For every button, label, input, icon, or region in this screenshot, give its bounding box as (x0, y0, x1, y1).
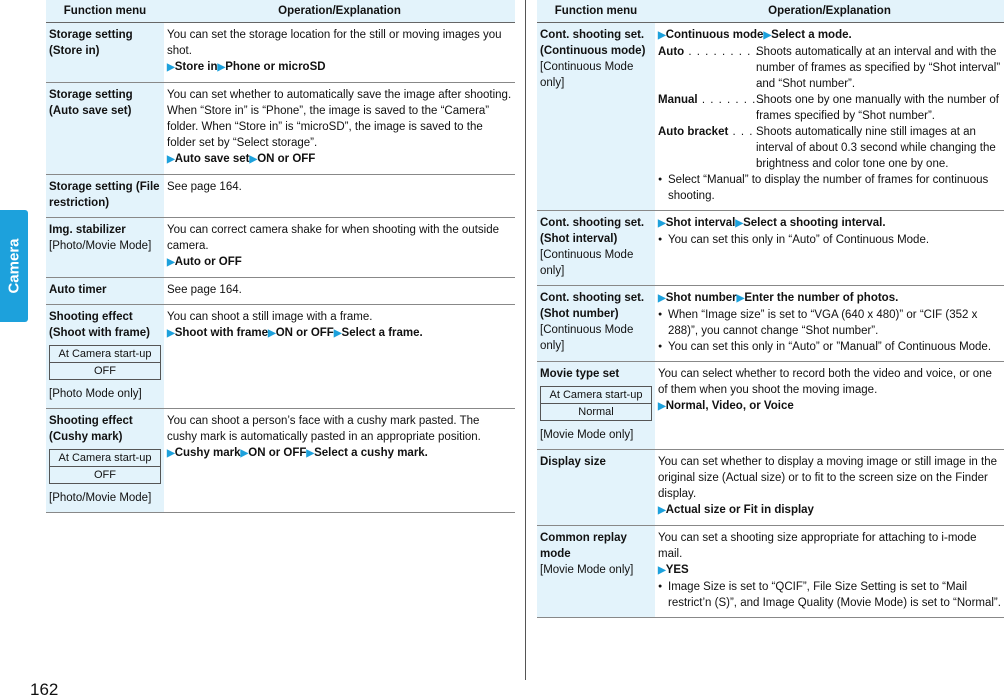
operation-cell (655, 526, 1004, 618)
step-arrow-icon: ▶ (267, 328, 276, 339)
step-arrow-icon: ▶ (735, 218, 744, 229)
table-row (46, 175, 515, 218)
function-cell (537, 450, 655, 526)
leader-dots: . . . (728, 126, 754, 138)
function-cell (46, 175, 164, 218)
startup-value: OFF (94, 469, 116, 481)
function-name: Common replay mode (540, 532, 627, 560)
explanation-text: See page 164. (167, 284, 242, 296)
step-arrow-icon: ▶ (736, 293, 745, 304)
operation-step: Select a cushy mark. (314, 447, 428, 459)
mode-note: [Photo Mode only] (49, 388, 142, 400)
mode-note: [Continuous Mode only] (540, 61, 634, 89)
operation-steps (658, 290, 1001, 307)
step-arrow-icon: ▶ (658, 218, 666, 229)
operation-steps (658, 398, 1001, 415)
step-arrow-icon: ▶ (167, 62, 175, 73)
definition-value: Shoots one by one manually with the number of frames specified by “Shot number”. (756, 94, 999, 122)
header-function-menu: Function menu (537, 0, 655, 23)
operation-cell (164, 278, 515, 305)
operation-steps (167, 254, 512, 271)
definition-key-label: Manual (658, 94, 698, 106)
table-row (46, 305, 515, 409)
function-name: Cont. shooting set. (Shot interval) (540, 217, 645, 245)
side-tab-label: Camera (5, 238, 23, 294)
operation-cell (164, 175, 515, 218)
definition-value: Shoots automatically at an interval and with the number of frames as specified by “Shot interval” and “Shot number”. (756, 46, 1001, 90)
mode-note: [Continuous Mode only] (540, 249, 634, 277)
operation-step: Normal, Video, or Voice (665, 400, 794, 412)
bullet-note: ● When “Image size” is set to “VGA (640 x 480)” or “CIF (352 x 288)”, you cannot change “Shot number”. (658, 307, 1001, 339)
step-arrow-icon: ▶ (167, 154, 175, 165)
operation-cell (655, 450, 1004, 526)
column-divider (525, 0, 526, 680)
definition-key (658, 124, 756, 172)
startup-default-box (49, 449, 161, 484)
table-row (46, 83, 515, 175)
step-arrow-icon: ▶ (333, 328, 342, 339)
explanation-text: You can set whether to display a moving image or still image in the original size (Actual size) or to fit to the screen size on the Finder display. (658, 456, 998, 500)
operation-cell (164, 218, 515, 278)
operation-step: Continuous mode (665, 29, 764, 41)
function-cell (46, 409, 164, 513)
table-row (537, 23, 1004, 211)
operation-steps (167, 59, 512, 76)
operation-steps (658, 502, 1001, 519)
step-arrow-icon: ▶ (167, 328, 175, 339)
table-row (46, 23, 515, 83)
operation-steps (658, 562, 1001, 579)
leader-dots: . . . . . . . . (697, 94, 765, 106)
explanation-text: You can shoot a still image with a frame. (167, 311, 373, 323)
step-arrow-icon: ▶ (306, 448, 315, 459)
table-row (537, 286, 1004, 362)
operation-step: Shot number (665, 292, 737, 304)
function-name: Storage setting (Auto save set) (49, 89, 133, 117)
function-cell (537, 526, 655, 618)
function-name: Display size (540, 456, 606, 468)
operation-step: Store in (174, 61, 218, 73)
explanation-text: You can set a shooting size appropriate for attaching to i-mode mail. (658, 532, 977, 560)
function-name: Shooting effect (Cushy mark) (49, 415, 133, 443)
operation-cell (164, 409, 515, 513)
startup-value: OFF (94, 365, 116, 377)
table-row (537, 526, 1004, 618)
mode-note: [Movie Mode only] (540, 429, 634, 441)
startup-label: At Camera start-up (541, 387, 651, 404)
function-cell (537, 362, 655, 450)
operation-step: Phone or microSD (225, 61, 326, 73)
step-arrow-icon: ▶ (658, 505, 666, 516)
bullet-note: ● Select “Manual” to display the number of frames for continuous shooting. (658, 172, 1001, 204)
explanation-text: See page 164. (167, 181, 242, 193)
side-tab (0, 210, 28, 322)
startup-value: Normal (578, 406, 614, 418)
operation-steps (658, 215, 1001, 232)
bullet-note: ● Image Size is set to “QCIF”, File Size Setting is set to “Mail restrict’n (S)”, and Image Quality (Movie Mode) is set to “Normal”. (658, 579, 1001, 611)
step-arrow-icon: ▶ (658, 30, 666, 41)
operation-step: YES (665, 564, 689, 576)
operation-step: Shoot with frame (174, 327, 268, 339)
definition-item (658, 92, 1001, 124)
function-cell (46, 305, 164, 409)
operation-steps (167, 325, 512, 342)
operation-step: ON or OFF (248, 447, 307, 459)
operation-step: Shot interval (665, 217, 736, 229)
function-cell (46, 218, 164, 278)
operation-cell (655, 211, 1004, 286)
operation-cell (164, 23, 515, 83)
function-name: Cont. shooting set. (Continuous mode) (540, 29, 646, 57)
table-row (537, 362, 1004, 450)
step-arrow-icon: ▶ (249, 154, 258, 165)
operation-step: Select a frame. (341, 327, 423, 339)
definition-key (658, 44, 769, 92)
header-operation: Operation/Explanation (655, 0, 1004, 23)
operation-step: Enter the number of photos. (744, 292, 899, 304)
function-cell (46, 23, 164, 83)
function-name: Shooting effect (Shoot with frame) (49, 311, 150, 339)
table-row (46, 218, 515, 278)
table-row (537, 450, 1004, 526)
operation-cell (164, 83, 515, 175)
operation-step: ON or OFF (257, 153, 316, 165)
mode-note: [Movie Mode only] (540, 564, 634, 576)
function-cell (537, 23, 655, 211)
definition-item (658, 44, 1001, 92)
operation-steps (658, 27, 1001, 44)
step-arrow-icon: ▶ (763, 30, 772, 41)
table-row (537, 211, 1004, 286)
function-cell (537, 211, 655, 286)
startup-default-box (540, 386, 652, 421)
right-function-table (537, 0, 1004, 618)
function-name: Auto timer (49, 284, 107, 296)
left-function-table (46, 0, 515, 513)
function-cell (537, 286, 655, 362)
table-row (46, 278, 515, 305)
operation-cell (655, 362, 1004, 450)
operation-steps (167, 445, 512, 462)
function-name: Img. stabilizer (49, 224, 126, 236)
operation-step: Cushy mark (174, 447, 241, 459)
function-cell (46, 278, 164, 305)
definition-key-label: Auto bracket (658, 126, 729, 138)
operation-cell (655, 286, 1004, 362)
startup-label: At Camera start-up (50, 346, 160, 363)
explanation-text: You can correct camera shake for when shooting with the outside camera. (167, 224, 499, 252)
operation-cell (164, 305, 515, 409)
operation-step: Auto save set (174, 153, 250, 165)
operation-step: Actual size or Fit in display (665, 504, 814, 516)
page-number: 162 (30, 680, 59, 699)
startup-label: At Camera start-up (50, 450, 160, 467)
step-arrow-icon: ▶ (658, 401, 666, 412)
step-arrow-icon: ▶ (167, 257, 175, 268)
explanation-text: You can set the storage location for the still or moving images you shot. (167, 29, 502, 57)
step-arrow-icon: ▶ (658, 293, 666, 304)
function-name: Movie type set (540, 368, 620, 380)
explanation-text: You can select whether to record both the video and voice, or one of them when you shoot the moving image. (658, 368, 992, 396)
mode-note: [Continuous Mode only] (540, 324, 634, 352)
startup-default-box (49, 345, 161, 380)
function-name: Storage setting (File restriction) (49, 181, 160, 209)
definition-item (658, 124, 1001, 172)
explanation-text: You can set whether to automatically save the image after shooting. When “Store in” is “Phone”, the image is saved to the “Camera” folder. When “Store in” is “microSD”, the image is saved to the folder set by “Select storage”. (167, 89, 512, 149)
header-function-menu: Function menu (46, 0, 164, 23)
step-arrow-icon: ▶ (217, 62, 226, 73)
table-row (46, 409, 515, 513)
definition-key-label: Auto (658, 46, 685, 58)
bullet-note: ● You can set this only in “Auto” or ”Manual” of Continuous Mode. (658, 339, 1001, 355)
bullet-note: ● You can set this only in “Auto” of Continuous Mode. (658, 232, 1001, 248)
step-arrow-icon: ▶ (240, 448, 249, 459)
step-arrow-icon: ▶ (658, 565, 666, 576)
operation-step: Select a shooting interval. (743, 217, 886, 229)
header-operation: Operation/Explanation (164, 0, 515, 23)
function-name: Storage setting (Store in) (49, 29, 133, 57)
leader-dots: . . . . . . . . . . (684, 46, 769, 58)
mode-note: [Photo/Movie Mode] (49, 492, 152, 504)
function-name: Cont. shooting set. (Shot number) (540, 292, 645, 320)
operation-step: ON or OFF (275, 327, 334, 339)
step-arrow-icon: ▶ (167, 448, 175, 459)
explanation-text: You can shoot a person’s face with a cushy mark pasted. The cushy mark is automatically pasted in an appropriate position. (167, 415, 481, 443)
operation-cell (655, 23, 1004, 211)
operation-step: Select a mode. (771, 29, 852, 41)
operation-steps (167, 151, 512, 168)
definition-value: Shoots automatically nine still images at an interval of about 0.3 second while changing the brightness and color tone one by one. (756, 126, 996, 170)
operation-step: Auto or OFF (174, 256, 242, 268)
function-cell (46, 83, 164, 175)
definition-key (658, 92, 765, 124)
mode-note: [Photo/Movie Mode] (49, 240, 152, 252)
